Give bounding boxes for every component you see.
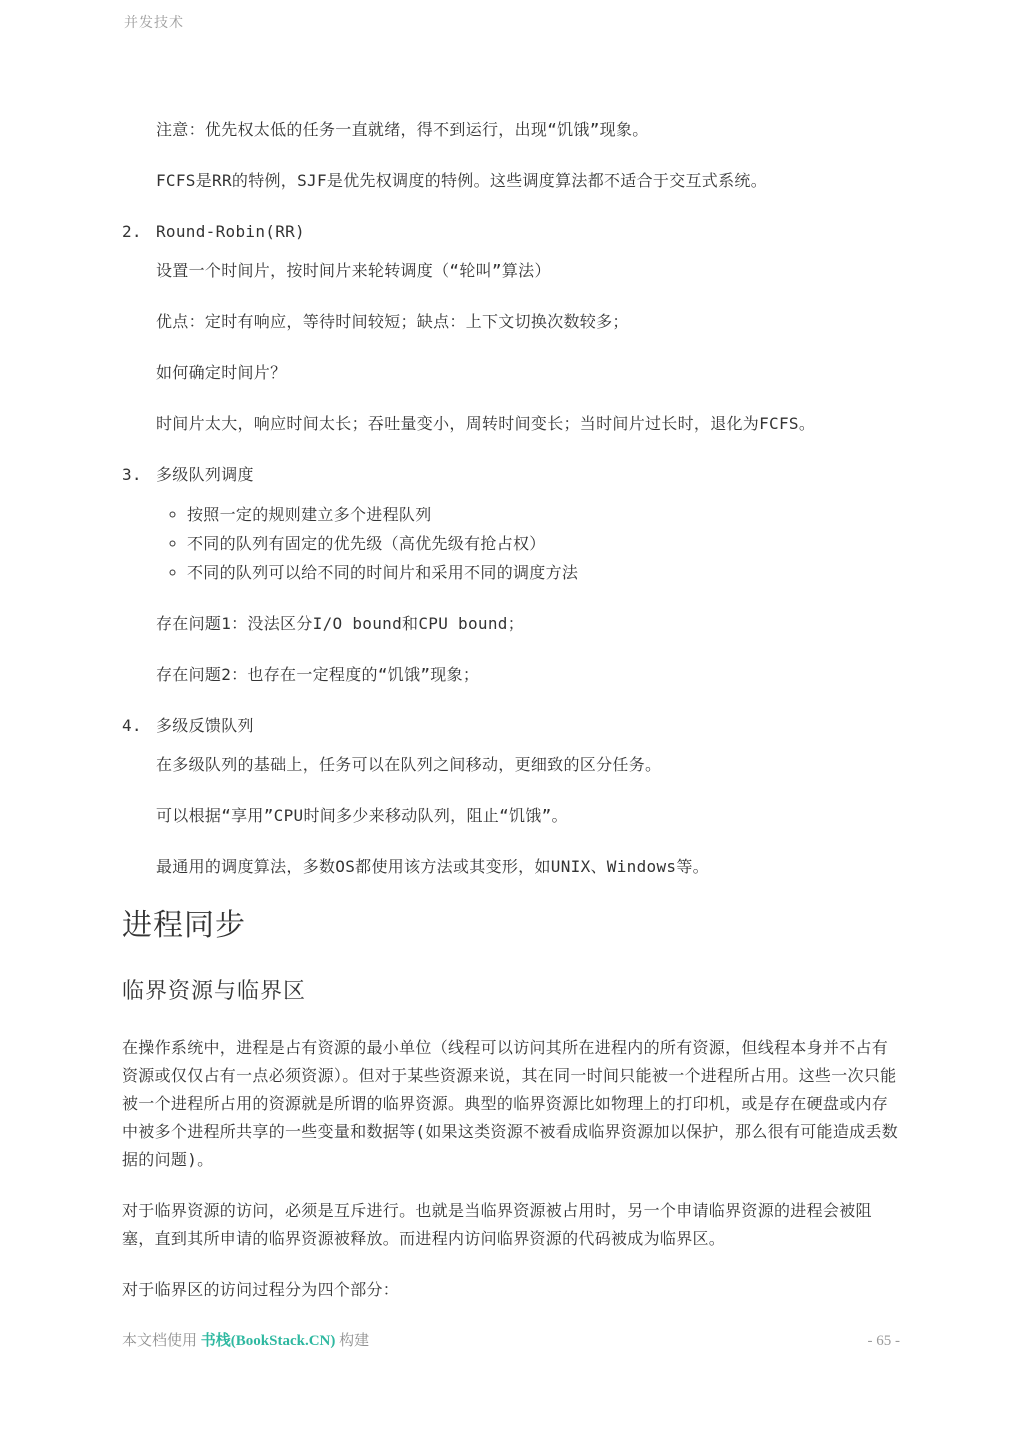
- list-item-body: [122, 257, 900, 438]
- paragraph: 设置一个时间片，按时间片来轮转调度（“轮叫”算法）: [156, 261, 551, 280]
- list-item-title: Round-Robin(RR): [156, 222, 305, 241]
- paragraph: 存在问题1：没法区分I/O bound和CPU bound；: [156, 614, 525, 633]
- list-item-body: [122, 751, 900, 881]
- list-item-heading: [122, 218, 900, 246]
- body-paragraph: 在操作系统中，进程是占有资源的最小单位（线程可以访问其所在进程内的所有资源，但线程本身并不占有资源或仅仅占有一点必须资源）。但对于某些资源来说，其在同一时间只能被一个进程所占用。这些一次只能被一个进程所占用的资源就是所谓的临界资源。典型的临界资源比如物理上的打印机，或是存在硬盘或内存中被多个进程所共享的一些变量和数据等(如果这类资源不被看成临界资源加以保护，那么很有可能造成丢数据的问题)。: [122, 1038, 899, 1169]
- paragraph: 可以根据“享用”CPU时间多少来移动队列，阻止“饥饿”。: [156, 806, 568, 825]
- list-item-number: 3.: [122, 465, 142, 484]
- list-item-round-robin: [122, 218, 900, 438]
- bullet-item: ◦ 按照一定的规则建立多个进程队列: [187, 500, 900, 529]
- paragraph: 最通用的调度算法，多数OS都使用该方法或其变形，如UNIX、Windows等。: [156, 857, 709, 876]
- list-item-heading: [122, 461, 900, 489]
- section-heading: 进程同步: [122, 908, 246, 943]
- paragraph: 如何确定时间片？: [156, 363, 287, 382]
- document-content: [122, 116, 900, 1327]
- list-item-multilevel-feedback-queue: [122, 712, 900, 881]
- intro-paragraph: FCFS是RR的特例，SJF是优先权调度的特例。这些调度算法都不适合于交互式系统。: [156, 171, 767, 190]
- list-item-heading: [122, 712, 900, 740]
- list-item-title: 多级反馈队列: [156, 716, 254, 735]
- body-paragraph: 对于临界资源的访问，必须是互斥进行。也就是当临界资源被占用时，另一个申请临界资源的进程会被阻塞，直到其所申请的临界资源被释放。而进程内访问临界资源的代码被成为临界区。: [122, 1201, 872, 1248]
- page-number: - 65 -: [867, 1333, 900, 1349]
- bullet-item: ◦ 不同的队列有固定的优先级（高优先级有抢占权）: [187, 529, 900, 558]
- paragraph: 在多级队列的基础上，任务可以在队列之间移动，更细致的区分任务。: [156, 755, 662, 774]
- list-item-number: 2.: [122, 222, 142, 241]
- bullet-list: [156, 500, 900, 587]
- list-item-body: [122, 500, 900, 689]
- document-title: 并发技术: [124, 15, 184, 31]
- footer-build-note: [122, 1329, 369, 1350]
- paragraph: 存在问题2：也存在一定程度的“饥饿”现象；: [156, 665, 480, 684]
- footer-text-prefix: 本文档使用: [122, 1333, 201, 1349]
- list-item-number: 4.: [122, 716, 142, 735]
- paragraph: 优点：定时有响应，等待时间较短；缺点：上下文切换次数较多；: [156, 312, 629, 331]
- body-paragraph: 对于临界区的访问过程分为四个部分：: [122, 1280, 400, 1299]
- bullet-item: ◦ 不同的队列可以给不同的时间片和采用不同的调度方法: [187, 558, 900, 587]
- footer-text-suffix: 构建: [335, 1333, 370, 1349]
- subsection-heading: 临界资源与临界区: [122, 979, 307, 1004]
- bookstack-link[interactable]: 书栈(BookStack.CN): [200, 1333, 336, 1349]
- intro-paragraph: 注意：优先权太低的任务一直就绪，得不到运行，出现“饥饿”现象。: [156, 120, 649, 139]
- page-header: [124, 12, 184, 32]
- list-item-title: 多级队列调度: [156, 465, 254, 484]
- paragraph: 时间片太大，响应时间太长；吞吐量变小，周转时间变长；当时间片过长时，退化为FCFS。: [156, 414, 816, 433]
- page-footer: [122, 1329, 900, 1350]
- list-item-multilevel-queue: [122, 461, 900, 689]
